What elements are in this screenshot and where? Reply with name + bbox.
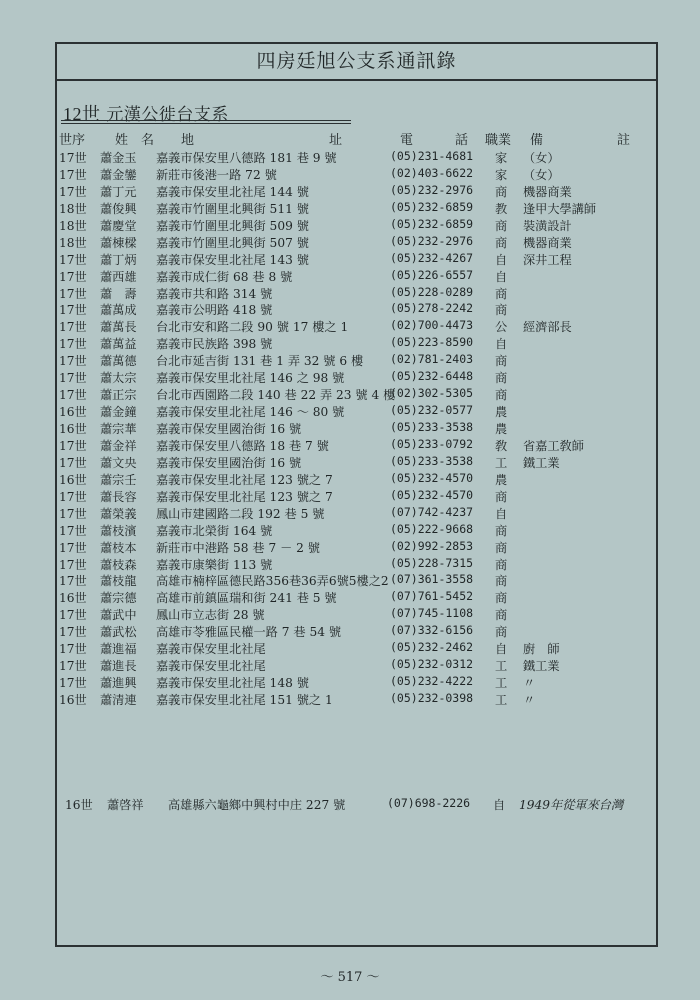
row-occupation: 商 bbox=[495, 557, 508, 572]
row-address: 嘉義市竹圍里北興街 511 號 bbox=[156, 201, 309, 216]
row-address: 嘉義市保安里國治街 16 號 bbox=[156, 422, 302, 436]
row-address: 嘉義市民族路 398 號 bbox=[156, 337, 273, 352]
row-name: 蕭金玉 bbox=[100, 151, 137, 165]
row-telephone: (05)232-2976 bbox=[390, 233, 474, 248]
column-header-note-right: 註 bbox=[617, 133, 631, 148]
row-name: 蕭棟樑 bbox=[100, 235, 137, 250]
table-row bbox=[57, 555, 657, 572]
row-generation: 17世 bbox=[59, 151, 87, 165]
row-occupation: 家 bbox=[495, 151, 508, 165]
row-name: 蕭宗壬 bbox=[100, 472, 137, 487]
row-address: 嘉義市保安里北社尾 123 號之 7 bbox=[156, 489, 333, 504]
row-name: 蕭武中 bbox=[100, 608, 137, 623]
row-name: 蕭俊興 bbox=[100, 201, 137, 216]
row-occupation: 商 bbox=[495, 371, 508, 386]
extra-occupation: 自 bbox=[493, 798, 506, 812]
row-address: 新莊市中港路 58 巷 7 － 2 號 bbox=[156, 540, 320, 555]
row-note: 機器商業 bbox=[523, 235, 572, 250]
row-generation: 18世 bbox=[59, 218, 87, 233]
row-note: 〃 bbox=[523, 693, 536, 707]
row-telephone: (05)232-0312 bbox=[390, 657, 474, 672]
row-telephone: (05)232-4570 bbox=[390, 487, 474, 502]
row-generation: 17世 bbox=[59, 489, 87, 504]
row-address: 高雄市苓雅區民權一路 7 巷 54 號 bbox=[156, 625, 342, 640]
row-name: 蕭金祥 bbox=[100, 438, 137, 453]
row-note: 逢甲大學講師 bbox=[523, 201, 597, 216]
row-telephone: (05)223-8590 bbox=[390, 335, 474, 350]
section-title: 元漢公徙台支系 bbox=[106, 105, 229, 125]
row-address: 嘉義市保安里北社尾 bbox=[156, 642, 266, 657]
row-telephone: (05)228-0289 bbox=[390, 284, 474, 299]
table-row bbox=[57, 334, 657, 351]
column-header-address-left: 地 bbox=[181, 133, 195, 148]
row-name: 蕭枝濱 bbox=[100, 523, 137, 538]
row-address: 嘉義市保安里八德路 18 巷 7 號 bbox=[156, 438, 329, 453]
table-row bbox=[57, 385, 657, 402]
row-telephone: (05)232-6448 bbox=[390, 369, 474, 384]
directory-table bbox=[57, 148, 657, 707]
row-generation: 16世 bbox=[59, 422, 87, 436]
extra-generation: 16世 bbox=[65, 798, 93, 812]
table-row bbox=[57, 487, 657, 504]
row-note: 廚 師 bbox=[523, 642, 560, 657]
column-header-note-left: 備 bbox=[530, 133, 544, 148]
row-occupation: 商 bbox=[495, 184, 508, 199]
row-generation: 17世 bbox=[59, 252, 87, 267]
row-telephone: (07)361-3558 bbox=[390, 572, 474, 587]
row-occupation: 商 bbox=[495, 608, 508, 623]
column-header-address-right: 址 bbox=[329, 133, 343, 148]
table-row bbox=[57, 233, 657, 250]
row-name: 蕭進興 bbox=[100, 676, 137, 691]
row-address: 嘉義市共和路 314 號 bbox=[156, 286, 273, 301]
row-telephone: (05)232-4267 bbox=[390, 250, 474, 265]
row-generation: 17世 bbox=[59, 642, 87, 657]
row-occupation: 農 bbox=[495, 422, 508, 436]
row-generation: 17世 bbox=[59, 574, 87, 589]
row-occupation: 商 bbox=[495, 235, 508, 250]
table-row bbox=[57, 216, 657, 233]
row-occupation: 自 bbox=[495, 506, 508, 521]
row-name: 蕭金鐘 bbox=[100, 405, 137, 420]
row-telephone: (05)232-6859 bbox=[390, 199, 474, 214]
row-address: 嘉義市竹圍里北興街 509 號 bbox=[156, 218, 309, 233]
table-row bbox=[57, 622, 657, 639]
column-header-tel-left: 電 bbox=[400, 133, 414, 148]
row-generation: 18世 bbox=[59, 235, 87, 250]
row-occupation: 工 bbox=[495, 659, 508, 674]
row-telephone: (07)745-1108 bbox=[390, 606, 474, 621]
row-address: 嘉義市竹圍里北興街 507 號 bbox=[156, 235, 309, 250]
row-occupation: 工 bbox=[495, 693, 508, 707]
row-name: 蕭丁元 bbox=[100, 184, 137, 199]
section-underline-double bbox=[61, 123, 351, 124]
table-row bbox=[57, 284, 657, 301]
row-name: 蕭文央 bbox=[100, 455, 137, 470]
row-occupation: 商 bbox=[495, 523, 508, 538]
row-telephone: (05)232-4222 bbox=[390, 674, 474, 689]
row-name: 蕭萬長 bbox=[100, 320, 137, 335]
table-row bbox=[57, 148, 657, 165]
row-address: 嘉義市保安里八德路 181 巷 9 號 bbox=[156, 151, 337, 165]
row-generation: 17世 bbox=[59, 506, 87, 521]
table-row bbox=[57, 521, 657, 538]
row-note: 省嘉工敎師 bbox=[523, 438, 584, 453]
row-telephone: (07)742-4237 bbox=[390, 504, 474, 519]
row-name: 蕭萬成 bbox=[100, 303, 137, 318]
row-address: 嘉義市北榮街 164 號 bbox=[156, 523, 273, 538]
row-telephone: (02)403-6622 bbox=[390, 165, 474, 180]
row-generation: 16世 bbox=[59, 693, 87, 707]
row-telephone: (02)992-2853 bbox=[390, 538, 474, 553]
section-generation: 12世 bbox=[63, 104, 101, 124]
row-note: 鐵工業 bbox=[523, 659, 560, 674]
table-row bbox=[57, 639, 657, 656]
row-name: 蕭西雄 bbox=[100, 269, 137, 284]
row-generation: 16世 bbox=[59, 591, 87, 606]
table-row bbox=[57, 436, 657, 453]
extra-telephone: (07)698-2226 bbox=[387, 796, 471, 810]
row-address: 嘉義市保安里北社尾 148 號 bbox=[156, 676, 309, 691]
row-generation: 17世 bbox=[59, 337, 87, 352]
row-telephone: (07)332-6156 bbox=[390, 623, 474, 638]
row-note: 深井工程 bbox=[523, 252, 572, 267]
row-telephone: (05)231-4681 bbox=[390, 149, 474, 163]
row-telephone: (05)278-2242 bbox=[390, 301, 474, 316]
row-telephone: (05)232-0398 bbox=[390, 691, 474, 705]
row-address: 新莊市後港一路 72 號 bbox=[156, 167, 277, 182]
table-row bbox=[57, 351, 657, 368]
row-generation: 17世 bbox=[59, 371, 87, 386]
table-row bbox=[57, 250, 657, 267]
row-telephone: (05)232-6859 bbox=[390, 216, 474, 231]
row-address: 高雄市楠梓區德民路356巷36弄6號5樓之2 bbox=[156, 574, 389, 589]
row-address: 嘉義市保安里北社尾 146 之 98 號 bbox=[156, 371, 345, 386]
table-row bbox=[57, 317, 657, 334]
extra-address: 高雄縣六龜鄉中興村中庄 227 號 bbox=[168, 798, 346, 812]
row-generation: 16世 bbox=[59, 472, 87, 487]
row-telephone: (05)233-0792 bbox=[390, 436, 474, 451]
page-frame bbox=[55, 42, 658, 947]
row-note: 鐵工業 bbox=[523, 455, 560, 470]
row-generation: 17世 bbox=[59, 455, 87, 470]
table-row bbox=[57, 656, 657, 673]
row-generation: 17世 bbox=[59, 167, 87, 182]
row-occupation: 商 bbox=[495, 574, 508, 589]
table-row bbox=[57, 267, 657, 284]
row-address: 嘉義市保安里北社尾 144 號 bbox=[156, 184, 309, 199]
row-name: 蕭枝本 bbox=[100, 540, 137, 555]
row-occupation: 商 bbox=[495, 218, 508, 233]
row-occupation: 農 bbox=[495, 472, 508, 487]
table-row bbox=[57, 453, 657, 470]
row-generation: 17世 bbox=[59, 625, 87, 640]
row-note: （女） bbox=[523, 167, 560, 182]
row-name: 蕭正宗 bbox=[100, 388, 137, 403]
column-header-tel-right: 話 bbox=[455, 133, 469, 148]
row-occupation: 家 bbox=[495, 167, 508, 182]
row-address: 台北市西園路二段 140 巷 22 弄 23 號 4 樓 bbox=[156, 388, 396, 403]
row-occupation: 自 bbox=[495, 337, 508, 352]
row-generation: 17世 bbox=[59, 659, 87, 674]
row-occupation: 工 bbox=[495, 455, 508, 470]
row-generation: 17世 bbox=[59, 438, 87, 453]
row-telephone: (05)233-3538 bbox=[390, 453, 474, 468]
row-telephone: (05)226-6557 bbox=[390, 267, 474, 282]
row-generation: 17世 bbox=[59, 608, 87, 623]
table-row bbox=[57, 165, 657, 182]
row-name: 蕭榮義 bbox=[100, 506, 137, 521]
extra-name: 蕭啓祥 bbox=[107, 798, 144, 812]
row-name: 蕭 壽 bbox=[100, 286, 137, 301]
row-occupation: 農 bbox=[495, 405, 508, 420]
row-occupation: 商 bbox=[495, 625, 508, 640]
row-telephone: (05)232-4570 bbox=[390, 470, 474, 485]
row-telephone: (05)232-2462 bbox=[390, 640, 474, 655]
row-telephone: (02)781-2403 bbox=[390, 352, 474, 367]
row-name: 蕭慶堂 bbox=[100, 218, 137, 233]
section-underline bbox=[61, 120, 351, 121]
row-name: 蕭長容 bbox=[100, 489, 137, 504]
table-row bbox=[57, 504, 657, 521]
row-name: 蕭丁炳 bbox=[100, 252, 137, 267]
table-row bbox=[57, 690, 657, 707]
row-address: 台北市安和路二段 90 號 17 樓之 1 bbox=[156, 320, 349, 335]
row-generation: 17世 bbox=[59, 320, 87, 335]
table-row bbox=[57, 571, 657, 588]
row-address: 嘉義市保安里北社尾 bbox=[156, 659, 266, 674]
row-occupation: 商 bbox=[495, 591, 508, 606]
row-name: 蕭宗德 bbox=[100, 591, 137, 606]
row-generation: 17世 bbox=[59, 286, 87, 301]
row-occupation: 商 bbox=[495, 489, 508, 504]
row-generation: 16世 bbox=[59, 405, 87, 420]
row-occupation: 敎 bbox=[495, 438, 508, 453]
row-telephone: (02)700-4473 bbox=[390, 318, 474, 333]
row-address: 嘉義市成仁街 68 巷 8 號 bbox=[156, 269, 293, 284]
row-occupation: 自 bbox=[495, 252, 508, 267]
row-generation: 17世 bbox=[59, 303, 87, 318]
table-row bbox=[57, 182, 657, 199]
row-note: （女） bbox=[523, 151, 560, 165]
row-telephone: (02)302-5305 bbox=[390, 386, 474, 401]
row-name: 蕭萬益 bbox=[100, 337, 137, 352]
table-row bbox=[57, 368, 657, 385]
row-occupation: 商 bbox=[495, 286, 508, 301]
table-row bbox=[57, 605, 657, 622]
row-address: 嘉義市保安里北社尾 143 號 bbox=[156, 252, 309, 267]
row-occupation: 商 bbox=[495, 540, 508, 555]
table-row bbox=[57, 419, 657, 436]
row-name: 蕭枝龍 bbox=[100, 574, 137, 589]
row-address: 嘉義市公明路 418 號 bbox=[156, 303, 273, 318]
row-name: 蕭清連 bbox=[100, 693, 137, 707]
row-telephone: (05)232-0577 bbox=[390, 403, 474, 418]
extra-note: 1949年從軍來台灣 bbox=[519, 798, 624, 812]
row-address: 嘉義市康樂街 113 號 bbox=[156, 557, 273, 572]
row-telephone: (05)222-9668 bbox=[390, 521, 474, 536]
page-title: 四房廷旭公支系通訊錄 bbox=[57, 44, 656, 81]
row-address: 嘉義市保安里北社尾 146 ～ 80 號 bbox=[156, 405, 345, 420]
row-name: 蕭進長 bbox=[100, 659, 137, 674]
page-number: ～ 517 ～ bbox=[320, 970, 380, 985]
row-generation: 17世 bbox=[59, 388, 87, 403]
row-generation: 17世 bbox=[59, 523, 87, 538]
row-name: 蕭武松 bbox=[100, 625, 137, 640]
row-note: 裝潢設計 bbox=[523, 218, 572, 233]
row-name: 蕭金鑾 bbox=[100, 167, 137, 182]
row-address: 鳳山市建國路二段 192 巷 5 號 bbox=[156, 506, 325, 521]
row-occupation: 工 bbox=[495, 676, 508, 691]
row-occupation: 商 bbox=[495, 303, 508, 318]
column-header-job: 職業 bbox=[485, 133, 512, 148]
row-generation: 17世 bbox=[59, 269, 87, 284]
row-note: 經濟部長 bbox=[523, 320, 572, 335]
table-row bbox=[57, 199, 657, 216]
table-row bbox=[57, 673, 657, 690]
row-generation: 17世 bbox=[59, 676, 87, 691]
row-name: 蕭枝森 bbox=[100, 557, 137, 572]
table-row bbox=[57, 402, 657, 419]
row-generation: 17世 bbox=[59, 354, 87, 369]
row-name: 蕭萬德 bbox=[100, 354, 137, 369]
row-generation: 17世 bbox=[59, 540, 87, 555]
row-name: 蕭宗華 bbox=[100, 422, 137, 436]
table-row bbox=[57, 538, 657, 555]
row-occupation: 商 bbox=[495, 388, 508, 403]
row-telephone: (05)228-7315 bbox=[390, 555, 474, 570]
row-note: 〃 bbox=[523, 676, 536, 691]
row-occupation: 教 bbox=[495, 201, 508, 216]
table-row bbox=[57, 588, 657, 605]
row-occupation: 自 bbox=[495, 269, 508, 284]
row-generation: 18世 bbox=[59, 201, 87, 216]
column-header-name: 姓 名 bbox=[115, 133, 155, 148]
row-address: 嘉義市保安里北社尾 123 號之 7 bbox=[156, 472, 333, 487]
row-telephone: (07)761-5452 bbox=[390, 589, 474, 604]
row-occupation: 公 bbox=[495, 320, 508, 335]
row-occupation: 商 bbox=[495, 354, 508, 369]
row-generation: 17世 bbox=[59, 557, 87, 572]
extra-entry-row bbox=[57, 796, 657, 814]
row-telephone: (05)233-3538 bbox=[390, 420, 474, 434]
row-note: 機器商業 bbox=[523, 184, 572, 199]
row-address: 高雄市前鎮區瑞和街 241 巷 5 號 bbox=[156, 591, 337, 606]
row-name: 蕭進福 bbox=[100, 642, 137, 657]
table-row bbox=[57, 300, 657, 317]
row-name: 蕭太宗 bbox=[100, 371, 137, 386]
row-address: 嘉義市保安里北社尾 151 號之 1 bbox=[156, 693, 333, 707]
row-telephone: (05)232-2976 bbox=[390, 182, 474, 197]
row-address: 鳳山市立志街 28 號 bbox=[156, 608, 265, 623]
row-generation: 17世 bbox=[59, 184, 87, 199]
row-occupation: 自 bbox=[495, 642, 508, 657]
column-header-generation: 世序 bbox=[59, 133, 86, 148]
row-address: 台北市延吉街 131 巷 1 弄 32 號 6 樓 bbox=[156, 354, 364, 369]
row-address: 嘉義市保安里國治街 16 號 bbox=[156, 455, 302, 470]
table-row bbox=[57, 470, 657, 487]
